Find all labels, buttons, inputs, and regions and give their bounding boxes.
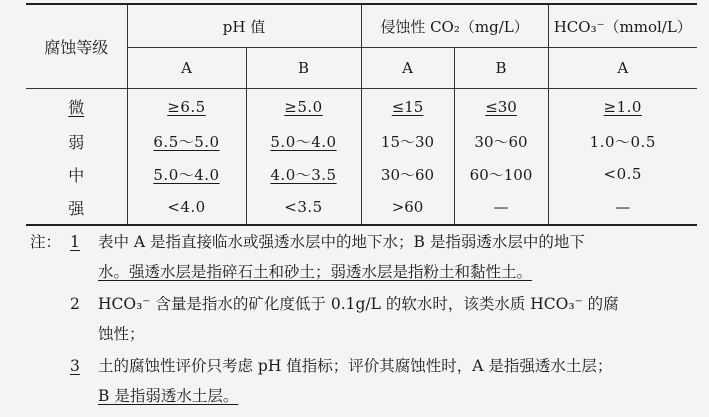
note-number: 1	[70, 233, 80, 251]
grade-cell: 弱	[26, 125, 127, 158]
table-cell: ≥6.5	[127, 89, 246, 125]
table-cell: 5.0～4.0	[127, 158, 246, 191]
table-cell: —	[548, 191, 697, 225]
table-cell: 4.0～3.5	[246, 158, 361, 191]
note-number: 2	[70, 295, 80, 313]
co2-header: 侵蚀性 CO₂（mg/L）	[361, 4, 548, 48]
table-cell: <4.0	[127, 191, 246, 225]
note-3-line-2: B 是指弱透水土层。	[98, 387, 239, 405]
table-cell: <3.5	[246, 191, 361, 225]
table-cell: 1.0～0.5	[548, 125, 697, 158]
sub-header-co2-a: A	[361, 48, 454, 89]
table-cell: ≤30	[454, 89, 548, 125]
note-number: 3	[70, 357, 80, 375]
table-cell: ≥5.0	[246, 89, 361, 125]
table-cell: ≤15	[361, 89, 454, 125]
grade-header: 腐蚀等级	[26, 4, 127, 89]
table-cell: 15～30	[361, 125, 454, 158]
table-cell: —	[454, 191, 548, 225]
note-2-line-2: 蚀性；	[98, 325, 145, 343]
corrosion-grade-table	[26, 3, 697, 226]
note-1-line-2: 水。强透水层是指碎石土和砂土；弱透水层是指粉土和黏性土。	[98, 263, 533, 281]
table-cell: >60	[361, 191, 454, 225]
grade-cell: 微	[26, 89, 127, 125]
notes-label: 注：	[30, 233, 62, 251]
table-cell: 6.5～5.0	[127, 125, 246, 158]
table-cell: <0.5	[548, 158, 697, 191]
sub-header-ph-a: A	[127, 48, 246, 89]
hco3-header: HCO₃⁻（mmol/L）	[548, 4, 697, 48]
note-3-line-1: 土的腐蚀性评价只考虑 pH 值指标；评价其腐蚀性时，A 是指强透水土层；	[98, 357, 613, 375]
note-2-line-1: HCO₃⁻ 含量是指水的矿化度低于 0.1g/L 的软水时，该类水质 HCO₃⁻ 的腐	[98, 295, 619, 313]
table-cell: 60～100	[454, 158, 548, 191]
sub-header-hco3-a: A	[548, 48, 697, 89]
ph-header: pH 值	[127, 4, 361, 48]
grade-cell: 强	[26, 191, 127, 225]
sub-header-ph-b: B	[246, 48, 361, 89]
sub-header-co2-b: B	[454, 48, 548, 89]
note-1-line-1: 表中 A 是指直接临水或强透水层中的地下水；B 是指弱透水层中的地下	[98, 233, 585, 251]
table-cell: ≥1.0	[548, 89, 697, 125]
table-cell: 30～60	[454, 125, 548, 158]
table-cell: 5.0～4.0	[246, 125, 361, 158]
grade-cell: 中	[26, 158, 127, 191]
table-cell: 30～60	[361, 158, 454, 191]
